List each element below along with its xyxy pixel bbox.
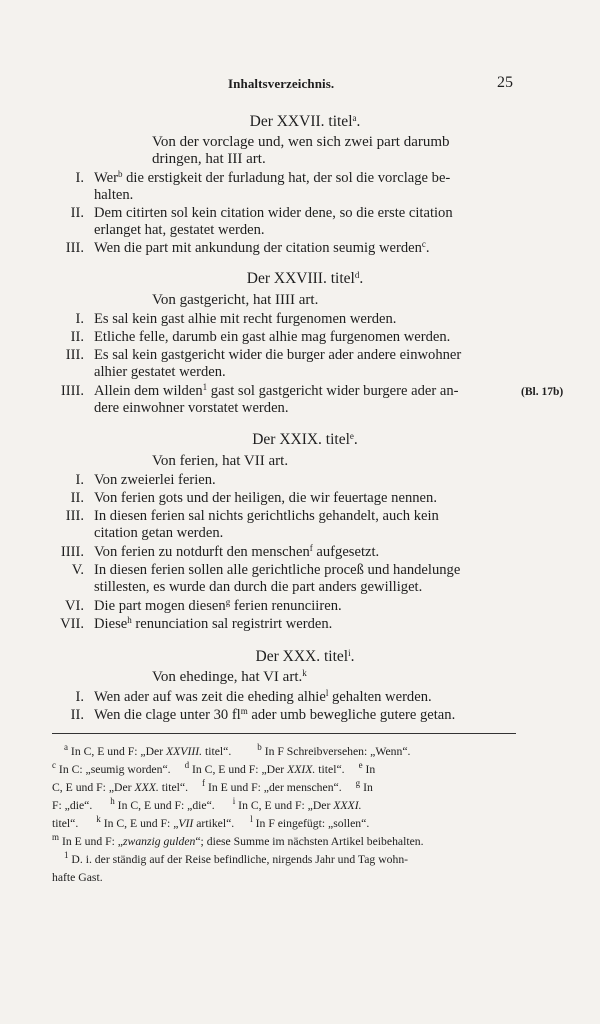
article-text: Von ferien zu notdurft den menschen$^f$ aufgesetzt.: [94, 543, 380, 560]
section-title-xxx: Der XXX. titel$^i$.: [255, 648, 355, 665]
margin-folio-note: (Bl. 17b): [521, 386, 564, 398]
article-text: Die part mogen diesen$^g$ ferien renunciiren.: [94, 597, 342, 614]
article-text: Es sal kein gastgericht wider die burger ader andere einwohner: [94, 347, 462, 363]
article-number: I.: [75, 472, 84, 488]
article-number: I.: [75, 689, 84, 705]
footnote-line: hafte Gast.: [52, 871, 103, 884]
running-title: Inhaltsverzeichnis.: [228, 76, 335, 91]
section-title-xxix: Der XXIX. titel$^e$.: [252, 431, 358, 448]
section-subtitle-cont: dringen, hat III art.: [152, 151, 266, 167]
section-subtitle: Von ferien, hat VII art.: [152, 453, 289, 469]
article-text: Von ferien gots und der heiligen, die wir feuertage nennen.: [94, 490, 437, 506]
article-text: Wer$^b$ die erstigkeit der furladung hat, der sol die vorclage be-: [94, 169, 451, 186]
section-title-xxvii: Der XXVII. titel$^a$.: [249, 113, 361, 130]
section-title-xxviii: Der XXVIII. titel$^d$.: [246, 270, 364, 287]
article-text: Wen die part mit ankundung der citation seumig werden$^c$.: [94, 239, 430, 256]
article-text: Allein dem wilden$^1$ gast sol gastgericht wider burgere ader an-: [94, 382, 459, 399]
section-subtitle: Von gastgericht, hat IIII art.: [152, 292, 319, 308]
article-number: I.: [75, 311, 84, 327]
footnote-line: $^1$ D. i. der ständig auf der Reise befindliche, nirgends Jahr und Tag wohn-: [64, 850, 409, 866]
article-number: III.: [65, 240, 84, 256]
article-number: II.: [70, 205, 84, 221]
article-text: Dem citirten sol kein citation wider dene, so die erste citation: [94, 205, 453, 221]
article-text-cont: erlanget hat, gestatet werden.: [94, 222, 265, 238]
article-text: Wen ader auf was zeit die eheding alhie$^l$ gehalten werden.: [94, 688, 432, 705]
section-subtitle: Von ehedinge, hat VI art.$^k$: [152, 668, 307, 685]
footnote-line: titel“. $^k$ In C, E und F: „VII artikel“. $^l$ In F eingefügt: „sollen“.: [52, 814, 370, 830]
article-number: VII.: [60, 616, 84, 632]
section-subtitle: Von der vorclage und, wen sich zwei part darumb: [152, 134, 450, 150]
footnote-line: $^a$ In C, E und F: „Der XXVIII. titel“. $^b$ In F Schreibversehen: „Wenn“.: [64, 742, 411, 758]
article-text-cont: halten.: [94, 187, 134, 203]
article-number: III.: [65, 347, 84, 363]
article-text-cont: stillesten, es wurde dan durch die part anders gewilliget.: [94, 579, 423, 595]
article-text: Es sal kein gast alhie mit recht furgenomen werden.: [94, 311, 397, 327]
article-number: IIII.: [60, 383, 84, 399]
article-number: II.: [70, 707, 84, 723]
article-text: In diesen ferien sollen alle gerichtliche proceß und handelunge: [94, 562, 461, 578]
article-text: In diesen ferien sal nichts gerichtlichs gehandelt, auch kein: [94, 508, 439, 524]
article-number: II.: [70, 490, 84, 506]
article-number: IIII.: [60, 544, 84, 560]
article-text: Wen die clage unter 30 $fl^m$ ader umb bewegliche gutere getan.: [94, 706, 456, 723]
article-text-cont: alhier gestatet werden.: [94, 364, 226, 380]
article-text-cont: dere einwohner vorstatet werden.: [94, 400, 289, 416]
article-number: III.: [65, 508, 84, 524]
footnote-divider: [52, 733, 516, 734]
footnote-line: $^m$ In E und F: „zwanzig gulden“; diese Summe im nächsten Artikel beibehalten.: [52, 832, 424, 848]
footnote-line: C, E und F: „Der XXX. titel“. $^f$ In E und F: „der menschen“. $^g$ In: [52, 778, 373, 794]
footnote-line: $^c$ In C: „seumig worden“. $^d$ In C, E und F: „Der XXIX. titel“. $^e$ In: [52, 760, 376, 776]
article-text: Diese$^h$ renunciation sal registrirt werden.: [94, 615, 333, 632]
article-number: II.: [70, 329, 84, 345]
article-text-cont: citation getan werden.: [94, 525, 224, 541]
article-number: V.: [71, 562, 84, 578]
article-text: Von zweierlei ferien.: [94, 472, 216, 488]
page-number: 25: [497, 74, 513, 91]
article-text: Etliche felle, darumb ein gast alhie mag furgenomen werden.: [94, 329, 451, 345]
article-number: I.: [75, 170, 84, 186]
article-number: VI.: [64, 598, 84, 614]
footnote-line: F: „die“. $^h$ In C, E und F: „die“. $^i$ In C, E und F: „Der XXXI.: [52, 796, 362, 812]
